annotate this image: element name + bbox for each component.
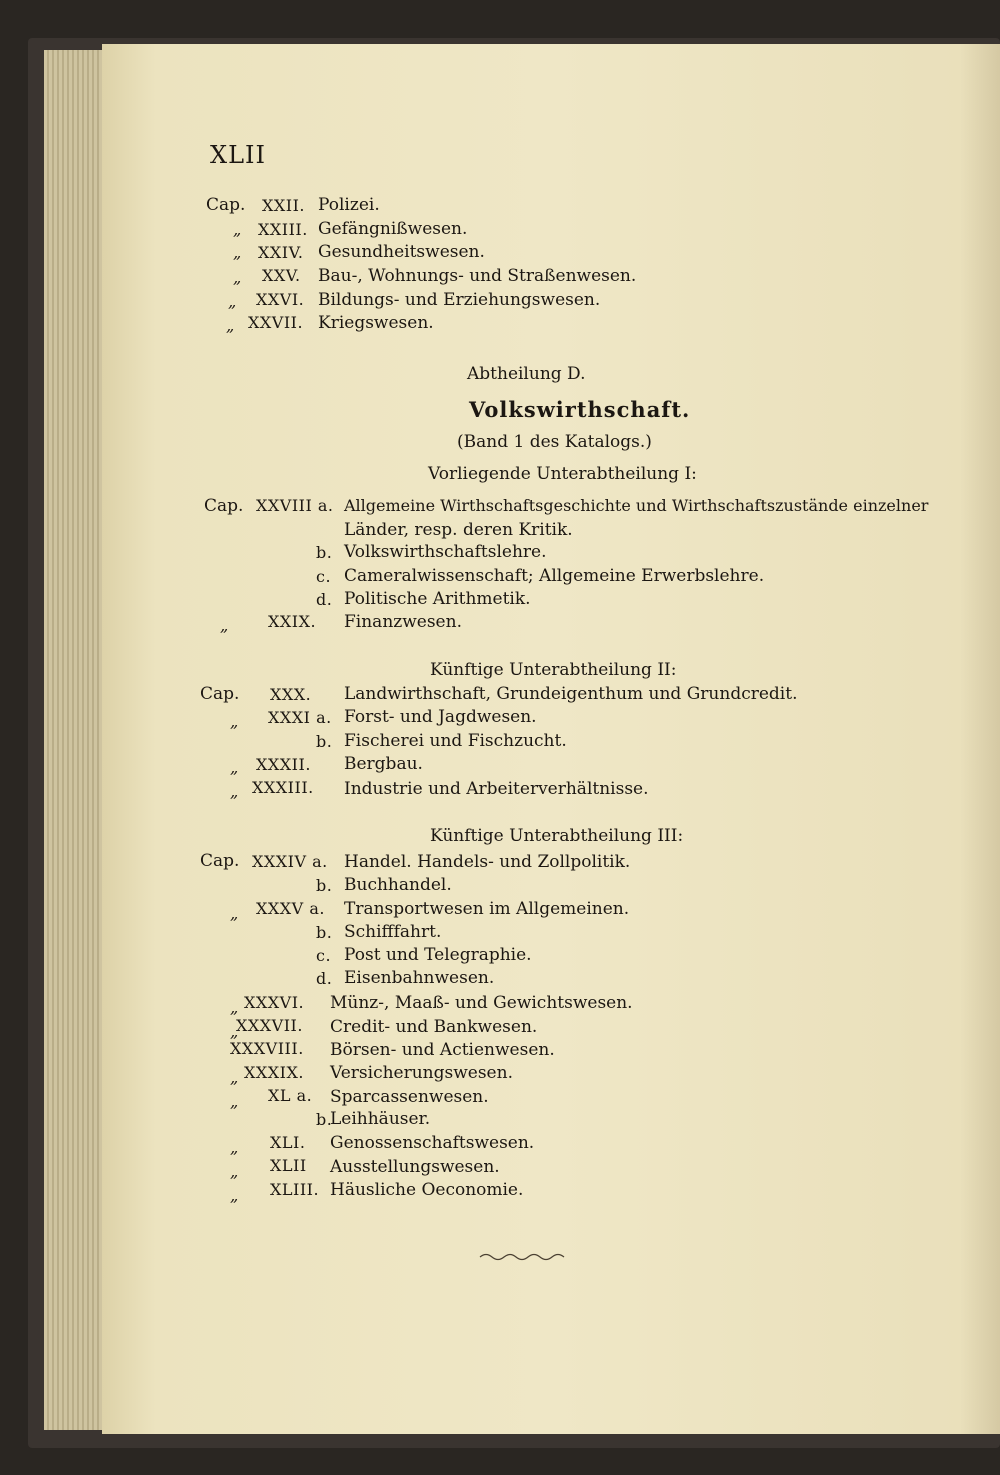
chapter-title: Forst- und Jagdwesen.: [344, 707, 537, 727]
sub-letter: b.: [316, 543, 333, 562]
band-note: (Band 1 des Katalogs.): [457, 432, 652, 452]
sub-letter: c.: [316, 946, 332, 965]
ditto-mark: „: [230, 1068, 239, 1087]
ditto-mark: „: [230, 1092, 239, 1111]
chapter-title: Leihhäuser.: [330, 1109, 431, 1129]
chapter-number: XXXIX.: [244, 1063, 304, 1082]
chapter-number: XXIX.: [268, 612, 317, 631]
chapter-number: XL a.: [268, 1086, 313, 1105]
chapter-number: XXXV a.: [256, 899, 325, 918]
ditto-mark: „: [230, 1162, 239, 1181]
chapter-title: Buchhandel.: [344, 875, 452, 895]
chapter-title: Volkswirthschaftslehre.: [344, 542, 547, 562]
chapter-title: Politische Arithmetik.: [344, 589, 531, 609]
chapter-title: Münz-, Maaß- und Gewichtswesen.: [330, 993, 633, 1013]
chapter-number: XXXVII.: [236, 1016, 303, 1035]
ditto-mark: „: [230, 758, 239, 777]
sub-letter: b.: [316, 1110, 333, 1129]
chapter-number: XXV.: [262, 266, 301, 285]
chapter-title: Börsen- und Actienwesen.: [330, 1040, 555, 1060]
chapter-title: Sparcassenwesen.: [330, 1087, 489, 1107]
sub-letter: b.: [316, 876, 333, 895]
chapter-number: XXXIII.: [252, 778, 314, 797]
chapter-title: Post und Telegraphie.: [344, 945, 532, 965]
sub-letter: d.: [316, 590, 333, 609]
chapter-number: XXXIV a.: [252, 852, 328, 871]
chapter-number: XXIV.: [258, 243, 304, 262]
chapter-number: XXXI a.: [268, 708, 332, 727]
chapter-number: XXXVIII.: [230, 1039, 304, 1058]
cap-label: Cap.: [200, 851, 240, 871]
ditto-mark: „: [230, 904, 239, 923]
chapter-title: Eisenbahnwesen.: [344, 968, 495, 988]
chapter-title: Allgemeine Wirthschaftsgeschichte und Wirthschaftszustände einzelner: [344, 496, 929, 515]
ditto-mark: „: [230, 1186, 239, 1205]
chapter-number: XLI.: [270, 1133, 306, 1152]
sub-letter: b.: [316, 732, 333, 751]
chapter-title: Bildungs- und Erziehungswesen.: [318, 290, 601, 310]
ditto-mark: „: [233, 220, 242, 239]
ditto-mark: „: [230, 782, 239, 801]
cap-label: Cap.: [204, 496, 244, 516]
page-shadow: [960, 44, 1000, 1434]
chapter-title: Versicherungswesen.: [330, 1063, 513, 1083]
chapter-number: XXXII.: [256, 755, 311, 774]
chapter-title: Bergbau.: [344, 754, 423, 774]
chapter-number: XXVI.: [256, 290, 305, 309]
chapter-title: Genossenschaftswesen.: [330, 1133, 535, 1153]
chapter-title-cont: Länder, resp. deren Kritik.: [344, 520, 573, 540]
ditto-mark: „: [220, 616, 229, 635]
chapter-title: Handel. Handels- und Zollpolitik.: [344, 852, 631, 872]
chapter-number: XLIII.: [270, 1180, 320, 1199]
ditto-mark: „: [230, 1138, 239, 1157]
end-ornament: [478, 1250, 570, 1264]
ditto-mark: „: [233, 243, 242, 262]
unterabtheilung-1-heading: Vorliegende Unterabtheilung I:: [428, 464, 697, 484]
section-title: Volkswirthschaft.: [469, 397, 691, 422]
ditto-mark: „: [233, 268, 242, 287]
chapter-title: Kriegswesen.: [318, 313, 434, 333]
chapter-number: XXVIII a.: [256, 496, 334, 515]
chapter-title: Credit- und Bankwesen.: [330, 1017, 538, 1037]
chapter-title: Fischerei und Fischzucht.: [344, 731, 567, 751]
chapter-title: Industrie und Arbeiterverhältnisse.: [344, 779, 649, 799]
chapter-title: Polizei.: [318, 195, 380, 215]
sub-letter: c.: [316, 567, 332, 586]
abtheilung-heading: Abtheilung D.: [467, 364, 586, 384]
chapter-title: Bau-, Wohnungs- und Straßenwesen.: [318, 266, 637, 286]
chapter-title: Transportwesen im Allgemeinen.: [344, 899, 630, 919]
ditto-mark: „: [230, 998, 239, 1017]
ditto-mark: „: [228, 292, 237, 311]
chapter-number: XXII.: [262, 196, 306, 215]
chapter-title: Cameralwissenschaft; Allgemeine Erwerbslehre.: [344, 566, 765, 586]
chapter-number: XXVII.: [248, 313, 304, 332]
chapter-title: Häusliche Oeconomie.: [330, 1180, 524, 1200]
ditto-mark: „: [230, 1022, 239, 1041]
cap-label: Cap.: [206, 195, 246, 215]
chapter-number: XXXVI.: [244, 993, 305, 1012]
chapter-title: Schifffahrt.: [344, 922, 442, 942]
ditto-mark: „: [230, 712, 239, 731]
unterabtheilung-3-heading: Künftige Unterabtheilung III:: [430, 826, 684, 846]
sub-letter: d.: [316, 969, 333, 988]
chapter-number: XXIII.: [258, 220, 308, 239]
chapter-title: Gefängnißwesen.: [318, 219, 468, 239]
sub-letter: b.: [316, 923, 333, 942]
page-number: XLII: [210, 141, 266, 169]
chapter-title: Gesundheitswesen.: [318, 242, 485, 262]
unterabtheilung-2-heading: Künftige Unterabtheilung II:: [430, 660, 677, 680]
chapter-number: XLII: [270, 1156, 307, 1175]
ditto-mark: „: [226, 316, 235, 335]
chapter-title: Landwirthschaft, Grundeigenthum und Grundcredit.: [344, 684, 798, 704]
chapter-title: Finanzwesen.: [344, 612, 462, 632]
chapter-title: Ausstellungswesen.: [330, 1157, 500, 1177]
chapter-number: XXX.: [270, 685, 312, 704]
cap-label: Cap.: [200, 684, 240, 704]
